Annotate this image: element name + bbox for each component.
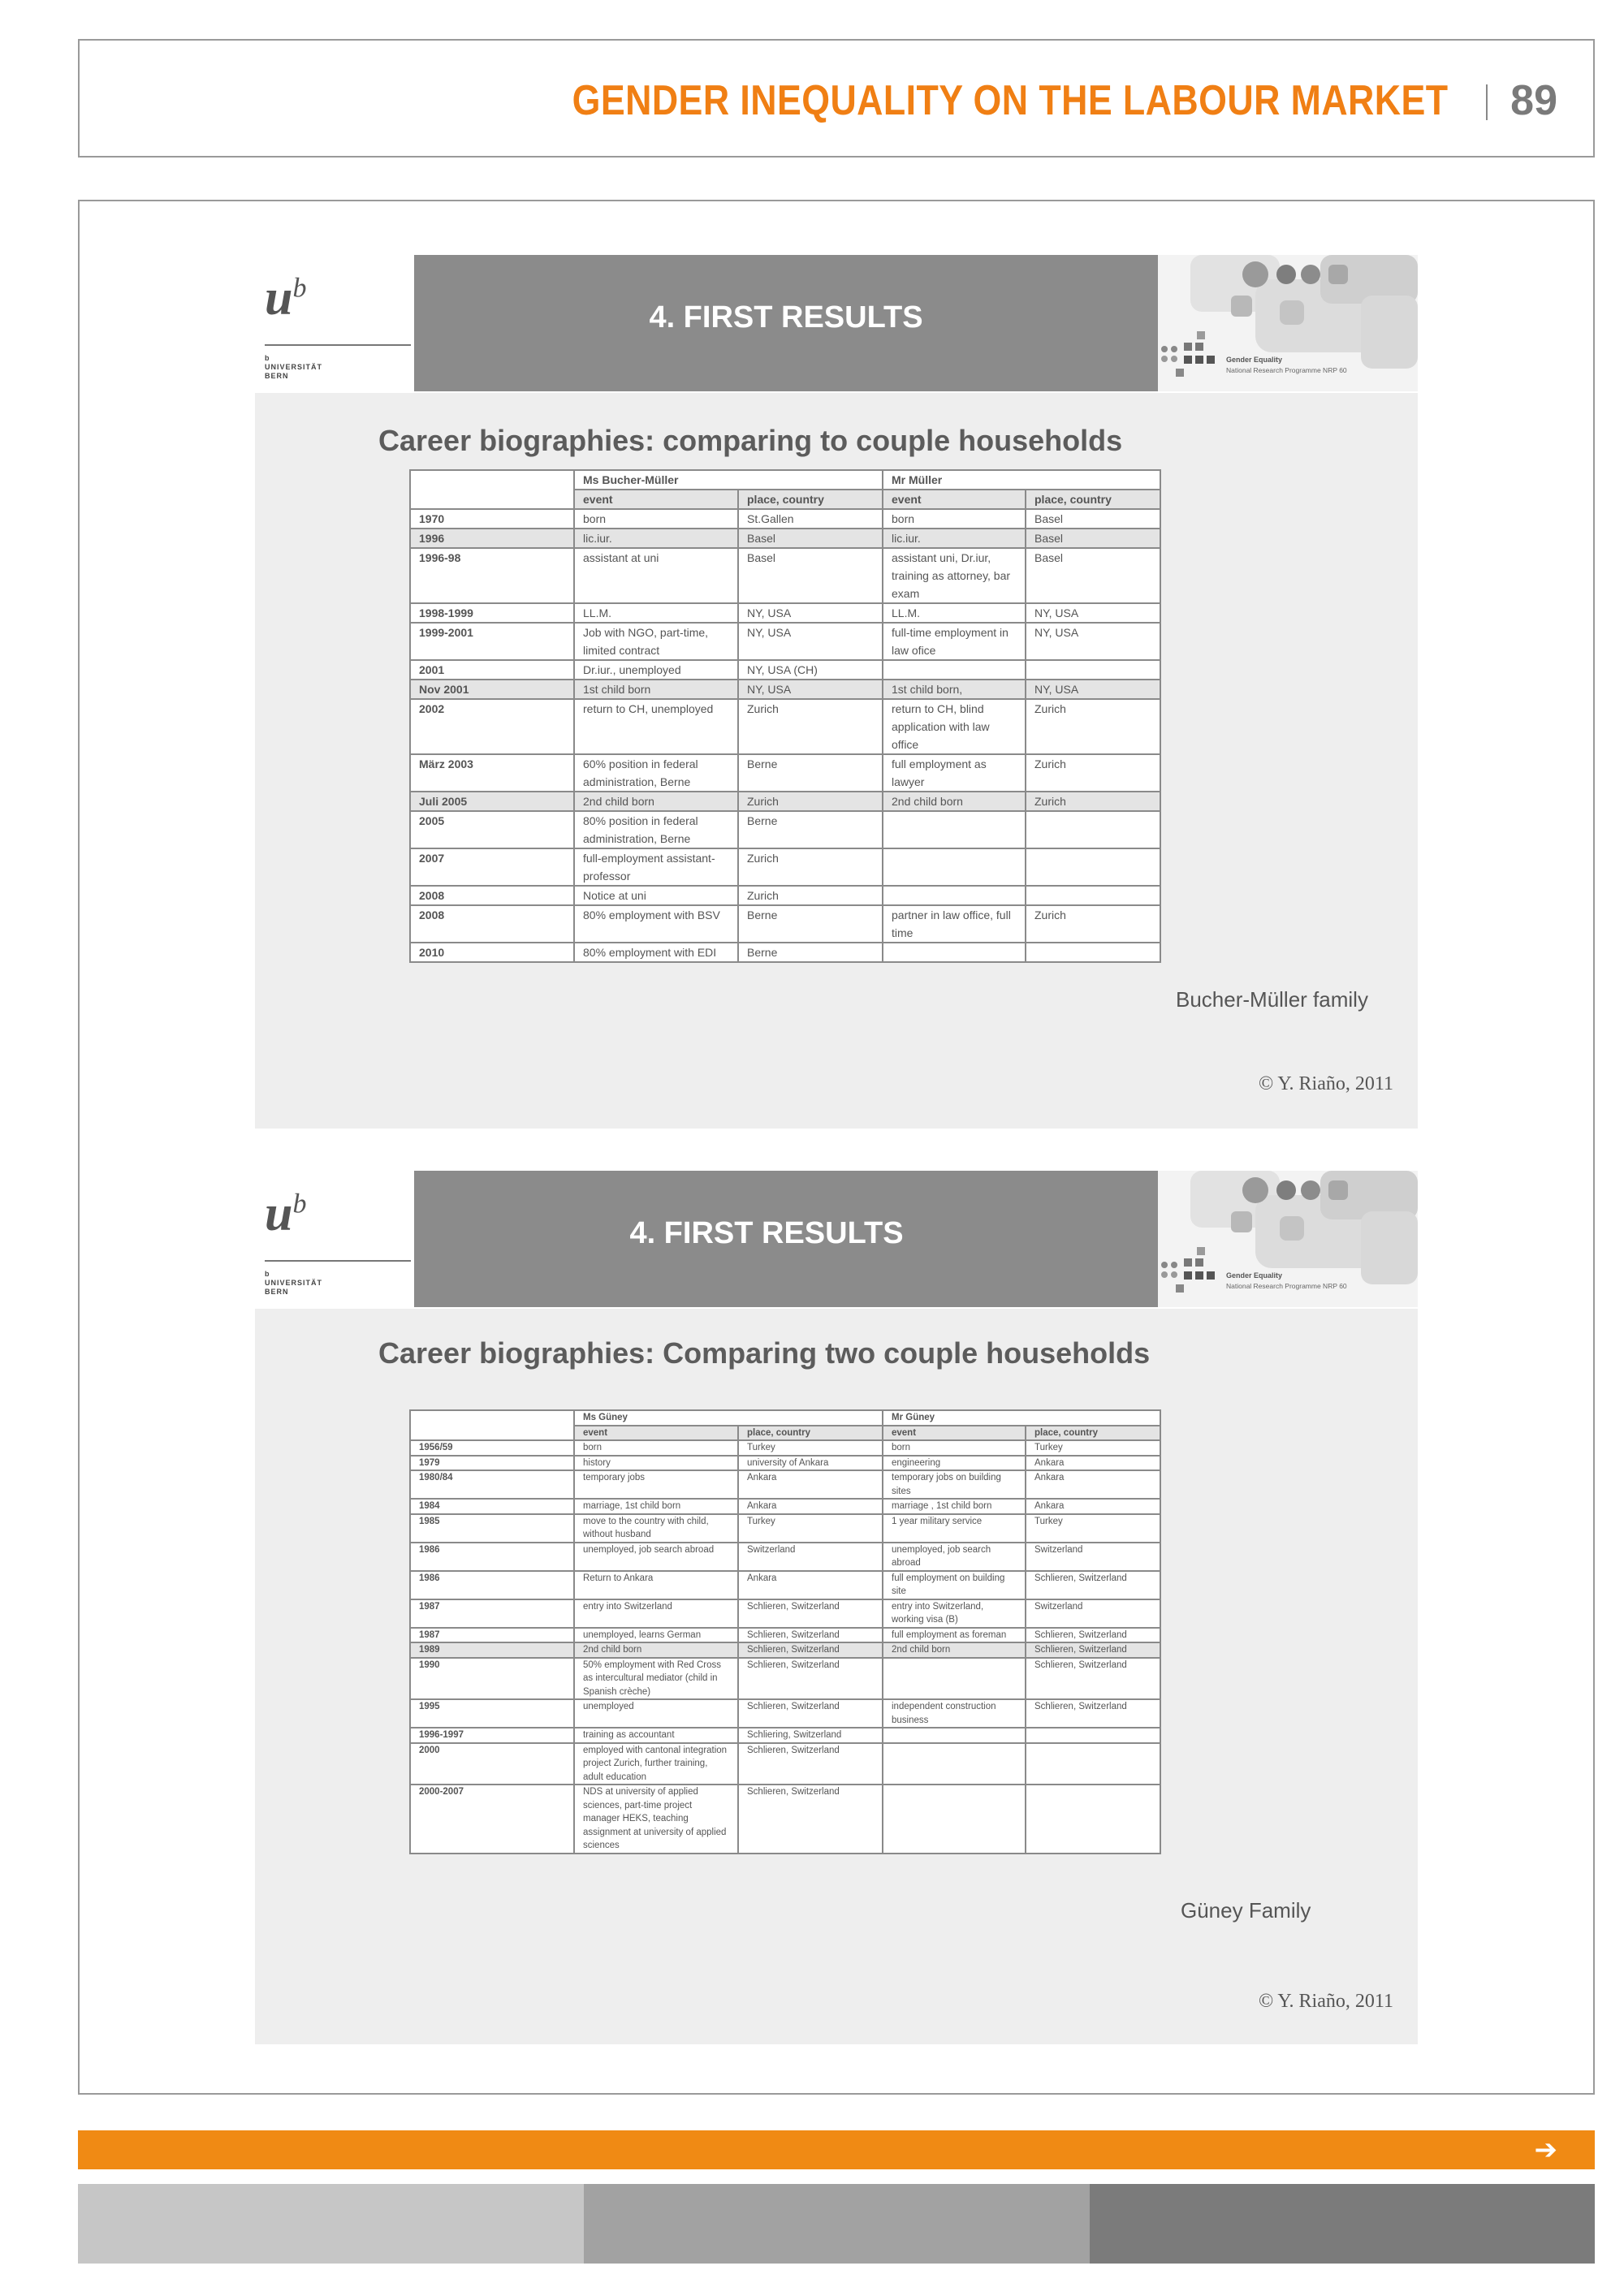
b-event-cell: full employment as lawyer	[883, 754, 1026, 792]
a-place-cell: Ankara	[738, 1571, 883, 1599]
family-label: Bucher-Müller family	[1176, 987, 1368, 1012]
b-place-cell	[1026, 1785, 1160, 1854]
a-place-cell: Schlieren, Switzerland	[738, 1642, 883, 1658]
footer-bar-mid	[584, 2184, 1090, 2264]
table-row	[410, 792, 1160, 811]
table-row	[410, 1440, 1160, 1456]
column-header: event	[883, 490, 1026, 509]
b-event-cell	[883, 1785, 1026, 1854]
a-place-cell: Switzerland	[738, 1543, 883, 1571]
year-cell: 2000-2007	[410, 1785, 574, 1854]
table-row	[410, 603, 1160, 623]
b-place-cell: Turkey	[1026, 1440, 1160, 1456]
year-cell: 1998-1999	[410, 603, 574, 623]
b-event-cell: 1st child born,	[883, 680, 1026, 699]
b-event-cell: born	[883, 1440, 1026, 1456]
table-row	[410, 1743, 1160, 1785]
page-header	[78, 39, 1595, 158]
corner-cell	[410, 470, 574, 509]
b-place-cell: Schlieren, Switzerland	[1026, 1642, 1160, 1658]
family-label: Güney Family	[1181, 1898, 1311, 1923]
a-place-cell: NY, USA (CH)	[738, 660, 883, 680]
column-header: place, country	[1026, 490, 1160, 509]
a-event-cell: full-employment assistant-professor	[574, 848, 738, 886]
b-event-cell	[883, 660, 1026, 680]
a-event-cell: 2nd child born	[574, 792, 738, 811]
b-place-cell: Turkey	[1026, 1514, 1160, 1543]
program-name: Gender Equality	[1226, 1271, 1283, 1280]
table-row	[410, 1543, 1160, 1571]
b-place-cell	[1026, 811, 1160, 848]
title-band	[414, 255, 1158, 391]
a-place-cell: Schlieren, Switzerland	[738, 1699, 883, 1728]
a-place-cell: Basel	[738, 548, 883, 603]
a-place-cell: St.Gallen	[738, 509, 883, 529]
b-place-cell	[1026, 886, 1160, 905]
a-event-cell: 80% position in federal administration, Berne	[574, 811, 738, 848]
table-row	[410, 660, 1160, 680]
table-row	[410, 886, 1160, 905]
a-event-cell: born	[574, 1440, 738, 1456]
a-event-cell: history	[574, 1456, 738, 1471]
a-place-cell: NY, USA	[738, 603, 883, 623]
table-row	[410, 943, 1160, 962]
a-place-cell: Schlieren, Switzerland	[738, 1743, 883, 1785]
section-title: GENDER INEQUALITY ON THE LABOUR MARKET	[572, 77, 1449, 124]
a-event-cell: LL.M.	[574, 603, 738, 623]
year-cell: 1979	[410, 1456, 574, 1471]
a-event-cell: entry into Switzerland	[574, 1599, 738, 1628]
b-place-cell: NY, USA	[1026, 623, 1160, 660]
footer-accent-bar	[78, 2130, 1595, 2169]
year-cell: 1986	[410, 1571, 574, 1599]
a-event-cell: lic.iur.	[574, 529, 738, 548]
b-event-cell	[883, 1728, 1026, 1743]
year-cell: 1995	[410, 1699, 574, 1728]
b-event-cell	[883, 1658, 1026, 1700]
b-event-cell: born	[883, 509, 1026, 529]
column-header: event	[883, 1426, 1026, 1441]
a-place-cell: Schlieren, Switzerland	[738, 1785, 883, 1854]
a-event-cell: born	[574, 509, 738, 529]
year-cell: 1984	[410, 1499, 574, 1514]
a-event-cell: return to CH, unemployed	[574, 699, 738, 754]
a-place-cell: Zurich	[738, 886, 883, 905]
person-b-header: Mr Güney	[883, 1410, 1160, 1426]
table-row	[410, 905, 1160, 943]
b-event-cell: entry into Switzerland, working visa (B)	[883, 1599, 1026, 1628]
a-event-cell: Job with NGO, part-time, limited contract	[574, 623, 738, 660]
year-cell: 1985	[410, 1514, 574, 1543]
table-row	[410, 1699, 1160, 1728]
year-cell: 1989	[410, 1642, 574, 1658]
table-row	[410, 1599, 1160, 1628]
b-place-cell: Zurich	[1026, 699, 1160, 754]
b-event-cell: lic.iur.	[883, 529, 1026, 548]
slide-gueney	[255, 1171, 1418, 2044]
b-event-cell: 1 year military service	[883, 1514, 1026, 1543]
career-table	[409, 1409, 1161, 1854]
year-cell: 1956/59	[410, 1440, 574, 1456]
a-event-cell: 60% position in federal administration, Berne	[574, 754, 738, 792]
a-place-cell: Berne	[738, 811, 883, 848]
column-header: place, country	[738, 1426, 883, 1441]
table-row	[410, 1628, 1160, 1643]
a-event-cell: 50% employment with Red Cross as intercultural mediator (child in Spanish crèche)	[574, 1658, 738, 1700]
slide-header	[255, 255, 1418, 393]
b-place-cell	[1026, 848, 1160, 886]
year-cell: 1996	[410, 529, 574, 548]
table-row	[410, 1499, 1160, 1514]
year-cell: 2008	[410, 905, 574, 943]
b-place-cell: Basel	[1026, 529, 1160, 548]
a-place-cell: Basel	[738, 529, 883, 548]
column-header: place, country	[738, 490, 883, 509]
footer-bar-light	[78, 2184, 584, 2264]
table-row	[410, 1456, 1160, 1471]
table-row	[410, 1514, 1160, 1543]
b-place-cell: Ankara	[1026, 1456, 1160, 1471]
column-header: place, country	[1026, 1426, 1160, 1441]
university-name: b UNIVERSITÄT BERN	[265, 354, 323, 380]
year-cell: 1996-98	[410, 548, 574, 603]
b-event-cell: assistant uni, Dr.iur, training as attorney, bar exam	[883, 548, 1026, 603]
corner-cell	[410, 1410, 574, 1440]
b-event-cell: full employment as foreman	[883, 1628, 1026, 1643]
table-header-people	[410, 1410, 1160, 1426]
a-event-cell: unemployed	[574, 1699, 738, 1728]
next-arrow-icon[interactable]: ➔	[1534, 2134, 1557, 2165]
a-event-cell: temporary jobs	[574, 1470, 738, 1499]
a-place-cell: Schlieren, Switzerland	[738, 1628, 883, 1643]
university-name: b UNIVERSITÄT BERN	[265, 1270, 323, 1296]
b-place-cell: Zurich	[1026, 905, 1160, 943]
career-table	[409, 469, 1161, 963]
a-place-cell: Berne	[738, 905, 883, 943]
a-event-cell: move to the country with child, without husband	[574, 1514, 738, 1543]
table-row	[410, 848, 1160, 886]
table-row	[410, 1728, 1160, 1743]
b-place-cell: NY, USA	[1026, 680, 1160, 699]
table-row	[410, 529, 1160, 548]
a-event-cell: assistant at uni	[574, 548, 738, 603]
a-event-cell: unemployed, job search abroad	[574, 1543, 738, 1571]
b-place-cell	[1026, 660, 1160, 680]
nrp60-logo	[1158, 255, 1418, 391]
a-event-cell: marriage, 1st child born	[574, 1499, 738, 1514]
a-place-cell: Turkey	[738, 1514, 883, 1543]
b-event-cell	[883, 886, 1026, 905]
b-event-cell: independent construction business	[883, 1699, 1026, 1728]
footer-bar-dark	[1090, 2184, 1595, 2264]
slide-title: 4. FIRST RESULTS	[649, 300, 923, 334]
b-event-cell: unemployed, job search abroad	[883, 1543, 1026, 1571]
university-logo: $u^b$	[265, 270, 307, 326]
program-name: Gender Equality	[1226, 356, 1283, 364]
a-place-cell: Zurich	[738, 848, 883, 886]
b-event-cell: engineering	[883, 1456, 1026, 1471]
copyright: © Y. Riaño, 2011	[1258, 1073, 1393, 1094]
year-cell: 2007	[410, 848, 574, 886]
a-place-cell: Ankara	[738, 1499, 883, 1514]
b-place-cell: Zurich	[1026, 792, 1160, 811]
b-place-cell: Schlieren, Switzerland	[1026, 1628, 1160, 1643]
year-cell: 1986	[410, 1543, 574, 1571]
b-place-cell: Basel	[1026, 509, 1160, 529]
table-row	[410, 1470, 1160, 1499]
year-cell: 2002	[410, 699, 574, 754]
b-place-cell: Basel	[1026, 548, 1160, 603]
b-event-cell	[883, 811, 1026, 848]
a-event-cell: NDS at university of applied sciences, part-time project manager HEKS, teaching assignment at university of applied sciences	[574, 1785, 738, 1854]
table-row	[410, 1658, 1160, 1700]
a-place-cell: Turkey	[738, 1440, 883, 1456]
logo-divider	[265, 344, 411, 346]
table-row	[410, 509, 1160, 529]
a-place-cell: Ankara	[738, 1470, 883, 1499]
year-cell: 1987	[410, 1599, 574, 1628]
a-event-cell: training as accountant	[574, 1728, 738, 1743]
person-a-header: Ms Bucher-Müller	[574, 470, 883, 490]
a-place-cell: Zurich	[738, 699, 883, 754]
year-cell: 2001	[410, 660, 574, 680]
header-divider	[1486, 84, 1488, 120]
table-row	[410, 754, 1160, 792]
a-event-cell: employed with cantonal integration project Zurich, further training, adult education	[574, 1743, 738, 1785]
year-cell: 1999-2001	[410, 623, 574, 660]
b-event-cell: 2nd child born	[883, 1642, 1026, 1658]
year-cell: 1996-1997	[410, 1728, 574, 1743]
b-event-cell: full employment on building site	[883, 1571, 1026, 1599]
b-event-cell	[883, 943, 1026, 962]
year-cell: 2010	[410, 943, 574, 962]
year-cell: März 2003	[410, 754, 574, 792]
year-cell: Juli 2005	[410, 792, 574, 811]
title-band	[414, 1171, 1158, 1307]
a-place-cell: Schliering, Switzerland	[738, 1728, 883, 1743]
table-row	[410, 811, 1160, 848]
slide-heading: Career biographies: Comparing two couple households	[378, 1336, 1151, 1370]
page-number: 89	[1510, 77, 1557, 124]
b-event-cell	[883, 848, 1026, 886]
b-place-cell: Switzerland	[1026, 1599, 1160, 1628]
b-event-cell: marriage , 1st child born	[883, 1499, 1026, 1514]
a-place-cell: Berne	[738, 754, 883, 792]
program-subtitle: National Research Programme NRP 60	[1226, 366, 1347, 374]
table-row	[410, 623, 1160, 660]
program-subtitle: National Research Programme NRP 60	[1226, 1282, 1347, 1290]
b-place-cell: Schlieren, Switzerland	[1026, 1571, 1160, 1599]
a-place-cell: Schlieren, Switzerland	[738, 1658, 883, 1700]
a-place-cell: NY, USA	[738, 623, 883, 660]
b-event-cell	[883, 1743, 1026, 1785]
nrp60-logo	[1158, 1171, 1418, 1307]
b-event-cell: partner in law office, full time	[883, 905, 1026, 943]
b-place-cell	[1026, 1728, 1160, 1743]
university-logo: $u^b$	[265, 1186, 307, 1241]
table-row	[410, 680, 1160, 699]
b-event-cell: LL.M.	[883, 603, 1026, 623]
a-event-cell: 2nd child born	[574, 1642, 738, 1658]
year-cell: 1987	[410, 1628, 574, 1643]
a-event-cell: 80% employment with EDI	[574, 943, 738, 962]
table-row	[410, 1642, 1160, 1658]
slide-heading: Career biographies: comparing to couple households	[378, 424, 1123, 457]
logo-divider	[265, 1260, 411, 1262]
a-place-cell: NY, USA	[738, 680, 883, 699]
a-event-cell: 1st child born	[574, 680, 738, 699]
a-event-cell: unemployed, learns German	[574, 1628, 738, 1643]
b-place-cell: Zurich	[1026, 754, 1160, 792]
table-header-people	[410, 470, 1160, 490]
b-place-cell: NY, USA	[1026, 603, 1160, 623]
b-place-cell: Schlieren, Switzerland	[1026, 1699, 1160, 1728]
a-event-cell: Return to Ankara	[574, 1571, 738, 1599]
year-cell: 2000	[410, 1743, 574, 1785]
slide-header	[255, 1171, 1418, 1309]
column-header: event	[574, 490, 738, 509]
b-event-cell: 2nd child born	[883, 792, 1026, 811]
year-cell: 1990	[410, 1658, 574, 1700]
table-row	[410, 1785, 1160, 1854]
a-place-cell: Zurich	[738, 792, 883, 811]
person-b-header: Mr Müller	[883, 470, 1160, 490]
b-event-cell: full-time employment in law ofice	[883, 623, 1026, 660]
copyright: © Y. Riaño, 2011	[1258, 1991, 1393, 2012]
slide-title: 4. FIRST RESULTS	[629, 1216, 904, 1250]
year-cell: Nov 2001	[410, 680, 574, 699]
table-row	[410, 548, 1160, 603]
a-place-cell: university of Ankara	[738, 1456, 883, 1471]
column-header: event	[574, 1426, 738, 1441]
table-row	[410, 699, 1160, 754]
b-event-cell: return to CH, blind application with law office	[883, 699, 1026, 754]
table-row	[410, 1571, 1160, 1599]
a-event-cell: 80% employment with BSV	[574, 905, 738, 943]
a-place-cell: Schlieren, Switzerland	[738, 1599, 883, 1628]
person-a-header: Ms Güney	[574, 1410, 883, 1426]
b-place-cell: Ankara	[1026, 1470, 1160, 1499]
b-place-cell: Ankara	[1026, 1499, 1160, 1514]
year-cell: 1980/84	[410, 1470, 574, 1499]
year-cell: 2005	[410, 811, 574, 848]
year-cell: 2008	[410, 886, 574, 905]
b-place-cell: Schlieren, Switzerland	[1026, 1658, 1160, 1700]
b-event-cell: temporary jobs on building sites	[883, 1470, 1026, 1499]
a-event-cell: Notice at uni	[574, 886, 738, 905]
b-place-cell	[1026, 943, 1160, 962]
a-event-cell: Dr.iur., unemployed	[574, 660, 738, 680]
a-place-cell: Berne	[738, 943, 883, 962]
slide-bucher-mueller	[255, 255, 1418, 1129]
year-cell: 1970	[410, 509, 574, 529]
b-place-cell	[1026, 1743, 1160, 1785]
b-place-cell: Switzerland	[1026, 1543, 1160, 1571]
